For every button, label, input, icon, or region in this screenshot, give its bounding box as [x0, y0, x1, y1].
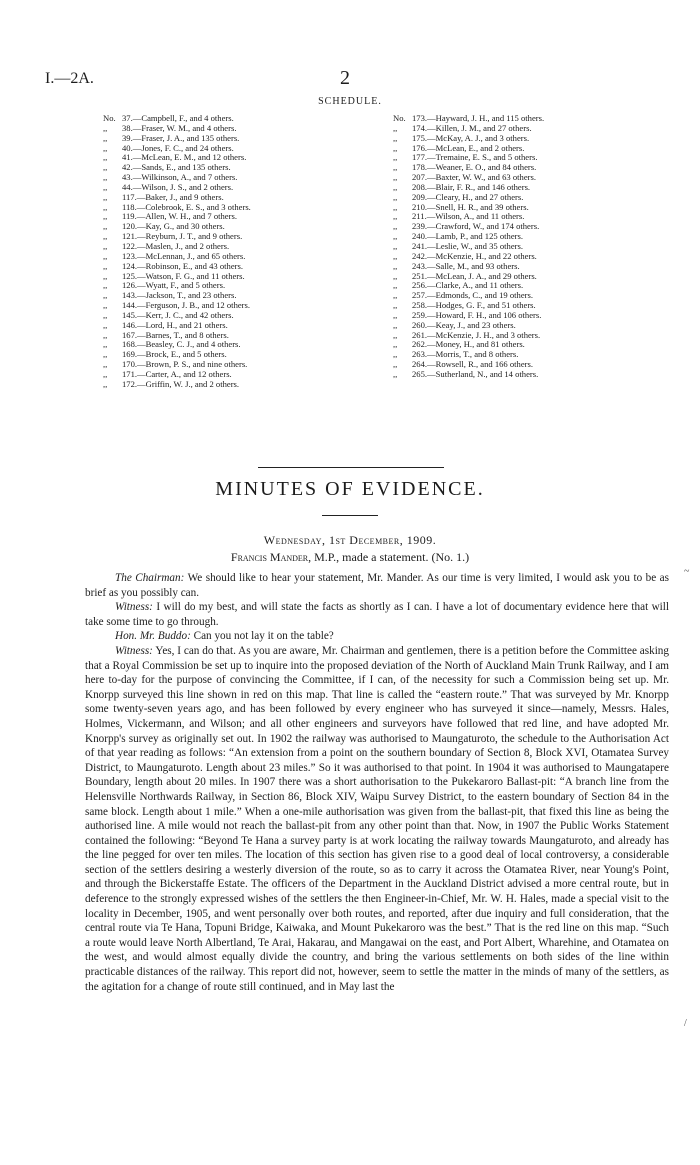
section-divider: [258, 467, 444, 468]
entry-prefix: ,,: [393, 231, 398, 242]
entry-text: 170.—Brown, P. S., and nine others.: [122, 359, 248, 370]
paragraph-text: I will do my best, and will state the facts as shortly as I can. I have a lot of documentary evidence here that will take some time to go through.: [85, 601, 669, 628]
entry-text: 258.—Hodges, G. F., and 51 others.: [412, 300, 536, 311]
entry-prefix: ,,: [103, 378, 108, 389]
entry-prefix: ,,: [393, 359, 398, 370]
evidence-paragraph: [85, 571, 669, 600]
entry-prefix: ,,: [393, 191, 398, 202]
entry-prefix: ,,: [103, 142, 108, 153]
entry-text: 263.—Morris, T., and 8 others.: [412, 349, 519, 360]
entry-text: 265.—Sutherland, N., and 14 others.: [412, 368, 539, 379]
entry-prefix: ,,: [393, 122, 398, 133]
entry-text: 37.—Campbell, F., and 4 others.: [122, 113, 234, 123]
entry-prefix: ,,: [103, 300, 108, 311]
entry-prefix: ,,: [393, 132, 398, 143]
speaker-label: Witness:: [115, 601, 153, 614]
paragraph-text: Yes, I can do that. As you are aware, Mr. Chairman and gentlemen, there is a petition before the Committee asking that a Royal Commission be set up to inquire into the proposed deviation of the North of Auckland Main Trunk Railway, and I am here to-day for the purpose of convincing the Committee, if I can, of the necessity for such a Commission being set up. Mr. Knorpp surveyed this line shown in red on this map. That line is called the “eastern route.” That was surveyed by Mr. Knorpp some twenty-seven years ago, and has been followed by every engineer who has surveyed it since—namely, Messrs. Hales, Holmes, Vickermann, and Wilson; and all other engineers and surveyors have followed that red line, and have adopted Mr. Knorpp's survey as originally set out. In 1902 the railway was authorised to Maungaturoto, the schedule to the Authorisation Act of that year reading as follows: “An extension from a point on the southern boundary of Section 8, Block XVI, Otamatea Survey District, to Maungaturoto. Length about 23 miles.” So it was authorised to that point. In 1904 it was authorised to Maungatapere Boundary, length about 20 miles. In 1907 there was a short authorisation to the Pukekaroro Ballast-pit: “A branch line from the Helensville Northwards Railway, in Section 86, Block XIV, Waipu Survey District, to the eastern boundary of Section 84 in the same block. Length about 1 mile.” When a one-mile authorisation was given from the ballast-pit, that fixed this line as being the authorised line. A mile would not reach the ballast-pit from any other point than that. Now, in 1907 the Public Works Statement contained the following: “Beyond Te Hana a survey party is at work locating the railway towards Maungaturoto, and already has the line pegged for over ten miles. The location of this section has given rise to a good deal of local controversy, a considerable section of the settlers desiring a westerly diversion of the route, so as to carry it across the Otamatea River, near Young's Point, and through the Bickerstaffe Estate. The officers of the Department in the Auckland District advised a more central route, but in deference to the strongly expressed wishes of the settlers the then Engineer-in-Chief, Mr. W. H. Hales, made a special visit to the locality in December, 1905, and went personally over both routes, and reported, after due inquiry and full consideration, that the central route via Te Hana, Topuni Bridge, Kaiwaka, and Mount Pukekaroro was the best.” That is the red line on this map. “Such a route would leave North Albertland, Te Arai, Hakarau, and Mangawai on the east, and Port Albert, Wharehine, and Otamatea on the west, and would almost equally divide the country, and bring the various settlements on both sides of the line within practicable distances of the railway. This report did not, however, seem to settle the matter in the minds of many of the settlers, as the agitation for a change of route still continued, and in May last the: [85, 644, 669, 993]
entry-text: 144.—Ferguson, J. B., and 12 others.: [122, 300, 251, 311]
entry-text: 171.—Carter, A., and 12 others.: [122, 368, 232, 379]
evidence-text: [85, 571, 669, 994]
entry-prefix: ,,: [393, 172, 398, 183]
entry-text: 251.—McLean, J. A., and 29 others.: [412, 270, 537, 281]
entry-prefix: ,,: [103, 152, 108, 163]
entry-text: 120.—Kay, G., and 30 others.: [122, 221, 225, 232]
entry-text: 264.—Rowsell, R., and 166 others.: [412, 359, 534, 370]
entry-prefix: ,,: [103, 270, 108, 281]
entry-prefix: No.: [103, 113, 116, 123]
entry-prefix: ,,: [103, 349, 108, 360]
entry-prefix: ,,: [393, 142, 398, 153]
entry-text: 242.—McKenzie, H., and 22 others.: [412, 250, 537, 261]
witness-statement-note: , M.P., made a statement. (No. 1.): [308, 550, 470, 564]
page-number: 2: [340, 67, 350, 89]
entry-prefix: ,,: [393, 162, 398, 173]
entry-prefix: ,,: [103, 172, 108, 183]
entry-text: 143.—Jackson, T., and 23 others.: [122, 290, 237, 301]
entry-prefix: ,,: [393, 211, 398, 222]
evidence-paragraph: [85, 600, 669, 629]
entry-text: 123.—McLennan, J., and 65 others.: [122, 250, 246, 261]
schedule-entry: [103, 380, 353, 390]
entry-prefix: ,,: [393, 152, 398, 163]
entry-text: 121.—Reyburn, J. T., and 9 others.: [122, 231, 243, 242]
entry-prefix: ,,: [103, 329, 108, 340]
evidence-paragraph: [85, 644, 669, 994]
entry-prefix: ,,: [103, 359, 108, 370]
paragraph-text: We should like to hear your statement, Mr. Mander. As our time is very limited, I would ask you to be as brief as you possibly can.: [85, 572, 669, 599]
entry-prefix: ,,: [393, 260, 398, 271]
entry-prefix: ,,: [393, 270, 398, 281]
entry-text: 262.—Money, H., and 81 others.: [412, 339, 525, 350]
entry-text: 177.—Tremaine, E. S., and 5 others.: [412, 152, 538, 163]
entry-prefix: ,,: [103, 122, 108, 133]
entry-text: 44.—Wilson, J. S., and 2 others.: [122, 181, 234, 192]
entry-text: 168.—Beasley, C. J., and 4 others.: [122, 339, 241, 350]
entry-text: 174.—Killen, J. M., and 27 others.: [412, 122, 532, 133]
entry-prefix: ,,: [103, 290, 108, 301]
entry-prefix: ,,: [393, 329, 398, 340]
entry-prefix: No.: [393, 113, 406, 123]
entry-prefix: ,,: [103, 162, 108, 173]
schedule-heading: SCHEDULE.: [318, 96, 382, 107]
entry-prefix: ,,: [393, 309, 398, 320]
schedule-entry: [393, 370, 653, 380]
entry-text: 240.—Lamb, P., and 125 others.: [412, 231, 523, 242]
entry-prefix: ,,: [103, 309, 108, 320]
entry-prefix: ,,: [103, 201, 108, 212]
speaker-label: Witness:: [115, 644, 153, 657]
entry-prefix: ,,: [103, 231, 108, 242]
entry-prefix: ,,: [393, 339, 398, 350]
entry-prefix: ,,: [393, 240, 398, 251]
entry-prefix: ,,: [393, 221, 398, 232]
entry-prefix: ,,: [103, 240, 108, 251]
witness-heading: [0, 550, 700, 565]
entry-text: 146.—Lord, H., and 21 others.: [122, 319, 228, 330]
entry-text: 260.—Keay, J., and 23 others.: [412, 319, 516, 330]
entry-prefix: ,,: [393, 250, 398, 261]
entry-text: 239.—Crawford, W., and 174 others.: [412, 221, 540, 232]
margin-mark: ~: [684, 566, 690, 577]
entry-prefix: ,,: [103, 250, 108, 261]
margin-mark: /: [684, 1018, 687, 1029]
entry-text: 122.—Maslen, J., and 2 others.: [122, 240, 230, 251]
minutes-heading: MINUTES OF EVIDENCE.: [215, 478, 485, 500]
entry-text: 208.—Blair, F. R., and 146 others.: [412, 181, 531, 192]
entry-prefix: ,,: [103, 181, 108, 192]
entry-prefix: ,,: [393, 368, 398, 379]
paragraph-text: Can you not lay it on the table?: [190, 630, 334, 643]
entry-prefix: ,,: [103, 339, 108, 350]
entry-text: 119.—Allen, W. H., and 7 others.: [122, 211, 237, 222]
heading-underline: [322, 515, 378, 516]
evidence-paragraph: [85, 629, 669, 644]
entry-prefix: ,,: [103, 191, 108, 202]
entry-prefix: ,,: [393, 181, 398, 192]
entry-prefix: ,,: [103, 221, 108, 232]
entry-text: 118.—Colebrook, E. S., and 3 others.: [122, 201, 251, 212]
entry-text: 125.—Watson, F. G., and 11 others.: [122, 270, 245, 281]
entry-text: 172.—Griffin, W. J., and 2 others.: [122, 378, 240, 389]
entry-text: 117.—Baker, J., and 9 others.: [122, 191, 224, 202]
entry-prefix: ,,: [393, 300, 398, 311]
witness-name: Francis Mander: [230, 550, 309, 564]
entry-text: 257.—Edmonds, C., and 19 others.: [412, 290, 534, 301]
entry-text: 211.—Wilson, A., and 11 others.: [412, 211, 525, 222]
entry-text: 259.—Howard, F. H., and 106 others.: [412, 309, 542, 320]
entry-prefix: ,,: [393, 201, 398, 212]
entry-text: 145.—Kerr, J. C., and 42 others.: [122, 309, 234, 320]
speaker-label: Hon. Mr. Buddo:: [115, 630, 191, 643]
speaker-label: The Chairman:: [115, 572, 185, 584]
entry-prefix: ,,: [103, 319, 108, 330]
entry-text: 256.—Clarke, A., and 11 others.: [412, 280, 524, 291]
entry-text: 39.—Fraser, J. A., and 135 others.: [122, 132, 240, 143]
entry-prefix: ,,: [103, 211, 108, 222]
schedule-right-column: [393, 114, 653, 380]
entry-text: 42.—Sands, E., and 135 others.: [122, 162, 231, 173]
entry-prefix: ,,: [103, 260, 108, 271]
entry-prefix: ,,: [103, 280, 108, 291]
entry-text: 243.—Salle, M., and 93 others.: [412, 260, 520, 271]
entry-text: 173.—Hayward, J. H., and 115 others.: [412, 113, 545, 123]
entry-text: 176.—McLean, E., and 2 others.: [412, 142, 525, 153]
entry-prefix: ,,: [393, 280, 398, 291]
entry-text: 40.—Jones, F. C., and 24 others.: [122, 142, 234, 153]
entry-text: 41.—McLean, E. M., and 12 others.: [122, 152, 247, 163]
entry-prefix: ,,: [393, 349, 398, 360]
entry-text: 210.—Snell, H. R., and 39 others.: [412, 201, 529, 212]
entry-text: 209.—Cleary, H., and 27 others.: [412, 191, 524, 202]
entry-prefix: ,,: [103, 368, 108, 379]
paper-reference: I.—2A.: [45, 70, 94, 87]
entry-text: 124.—Robinson, E., and 43 others.: [122, 260, 244, 271]
entry-text: 175.—McKay, A. J., and 3 others.: [412, 132, 530, 143]
entry-text: 38.—Fraser, W. M., and 4 others.: [122, 122, 237, 133]
entry-prefix: ,,: [103, 132, 108, 143]
entry-text: 178.—Weaner, E. O., and 84 others.: [412, 162, 537, 173]
entry-text: 43.—Wilkinson, A., and 7 others.: [122, 172, 238, 183]
schedule-left-column: [103, 114, 353, 390]
entry-text: 261.—McKenzie, J. H., and 3 others.: [412, 329, 541, 340]
entry-text: 169.—Brock, E., and 5 others.: [122, 349, 227, 360]
entry-text: 167.—Barnes, T., and 8 others.: [122, 329, 229, 340]
hearing-date: Wednesday, 1st December, 1909.: [263, 533, 437, 547]
entry-text: 207.—Baxter, W. W., and 63 others.: [412, 172, 537, 183]
entry-prefix: ,,: [393, 319, 398, 330]
entry-text: 241.—Leslie, W., and 35 others.: [412, 240, 523, 251]
entry-prefix: ,,: [393, 290, 398, 301]
entry-text: 126.—Wyatt, F., and 5 others.: [122, 280, 226, 291]
